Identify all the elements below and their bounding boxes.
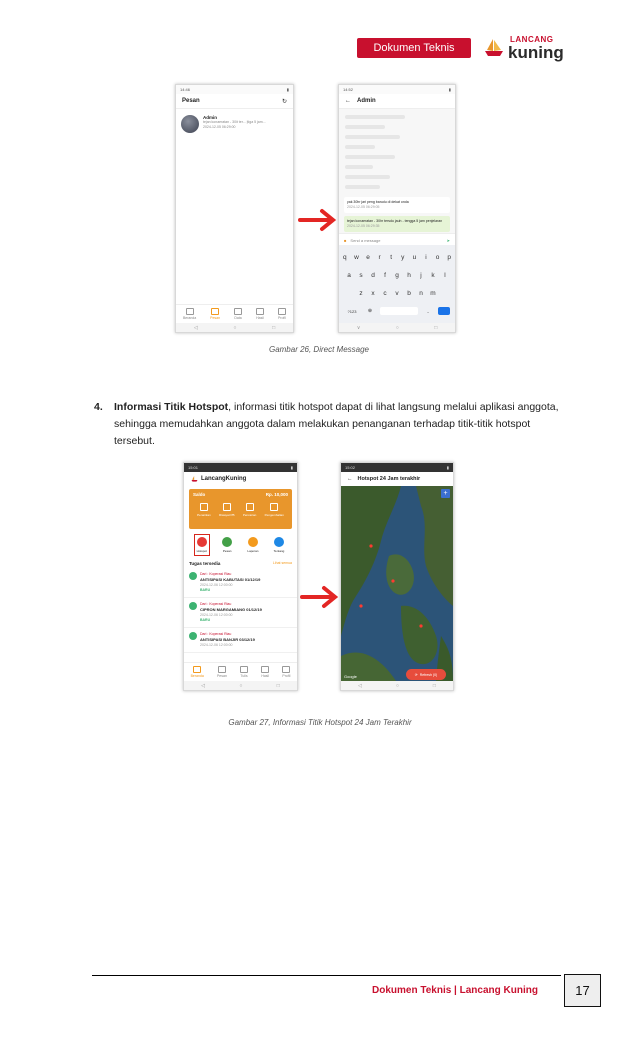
keyboard-row — [339, 251, 455, 263]
app-bar — [341, 472, 453, 486]
key[interactable]: d — [371, 271, 375, 279]
key-globe[interactable]: ⊕ — [367, 308, 373, 314]
task-icon — [189, 602, 197, 610]
system-nav-bar — [176, 323, 293, 332]
status-bar — [184, 463, 297, 472]
system-nav-bar — [184, 681, 297, 690]
key[interactable]: f — [384, 271, 386, 279]
tab-profil[interactable]: Profil — [282, 666, 290, 678]
map-brand: Google — [344, 674, 357, 679]
saldo-menu-riwayat[interactable]: Riwayat PB — [219, 503, 235, 517]
tasks-title: Tugas tersedia — [189, 561, 221, 566]
saldo-label: Saldo — [193, 492, 206, 497]
back-nav-icon[interactable]: ◁ — [193, 324, 198, 331]
bottom-tab-bar — [176, 304, 293, 323]
key[interactable]: w — [354, 253, 359, 261]
figure27-phone-dashboard — [183, 462, 298, 691]
recent-nav-icon[interactable]: □ — [272, 324, 276, 331]
key[interactable]: a — [347, 271, 351, 279]
key[interactable]: n — [419, 289, 423, 297]
task-item[interactable]: Dari : Koperasi Riau ANTISIPASI BANJIR 03/12/19 2024-12-06 12:00:00 — [184, 628, 297, 653]
user-icon — [278, 308, 286, 315]
keyboard-row — [339, 305, 455, 317]
history-icon — [223, 503, 231, 511]
refresh-label: Refresh (0) — [419, 672, 438, 677]
figure-caption: Gambar 26, Direct Message — [268, 345, 370, 354]
key[interactable]: h — [407, 271, 411, 279]
ship-icon — [482, 36, 506, 60]
key-period[interactable]: . — [427, 307, 429, 315]
chat-time: 2024-12-05 06:29:00 — [203, 125, 236, 129]
copy-icon — [246, 503, 254, 511]
home-nav-icon[interactable]: ○ — [395, 324, 399, 331]
key[interactable]: y — [401, 253, 405, 261]
tab-profil[interactable]: Profil — [278, 308, 286, 320]
avatar — [181, 115, 199, 133]
tab-beranda[interactable]: Beranda — [191, 666, 204, 678]
key[interactable]: c — [383, 289, 387, 297]
home-nav-icon[interactable]: ○ — [395, 682, 399, 689]
tab-data[interactable]: Data — [234, 308, 242, 320]
page-number: 17 — [564, 974, 601, 1007]
key[interactable]: g — [395, 271, 399, 279]
chat-preview: tejan konaeratan - 30it ter... |tiga 5 jam... — [203, 120, 266, 124]
status-bar — [339, 85, 455, 94]
satellite-map — [341, 486, 453, 681]
saldo-menu-pencairan[interactable]: Pencairan — [243, 503, 257, 517]
message-bubble-outgoing — [344, 216, 450, 232]
saldo-card — [189, 489, 292, 529]
list-number: 4. — [94, 401, 103, 413]
status-bar — [176, 85, 293, 94]
key-symbols[interactable]: ?123 — [347, 308, 357, 314]
key-space[interactable] — [380, 307, 418, 315]
document-icon — [270, 503, 278, 511]
message-time: 2024-12-05 06:29:35 — [347, 224, 380, 228]
task-item[interactable]: Dari : Koperasi Riau ANTISIPASI KABUTASI 01/12/19 2024-12-06 12:00:00 BARU — [184, 568, 297, 598]
footer-text: Dokumen Teknis | Lancang Kuning — [372, 985, 538, 996]
battery-icon: ▮ — [290, 465, 293, 470]
key[interactable]: k — [431, 271, 435, 279]
key[interactable]: p — [447, 253, 451, 261]
ship-icon — [190, 475, 199, 483]
book-icon — [234, 308, 242, 315]
arrow-right-icon — [298, 208, 338, 232]
figure-caption: Gambar 27, Informasi Titik Hotspot 24 Jam Terakhir — [228, 718, 412, 727]
figure26-phone-chat-detail — [338, 84, 456, 333]
footer-rule — [92, 975, 561, 976]
info-icon — [274, 537, 284, 547]
logo-top-text: LANCANG — [510, 35, 554, 44]
chat-name: Admin — [203, 115, 217, 120]
recent-nav-icon[interactable]: □ — [276, 682, 280, 689]
tab-beranda[interactable]: Beranda — [183, 308, 196, 320]
tab-hasil[interactable]: Hasil — [256, 308, 264, 320]
refresh-icon: ⟳ — [414, 672, 418, 677]
battery-icon: ▮ — [448, 87, 451, 92]
home-icon — [193, 666, 201, 673]
lancang-kuning-logo — [482, 32, 562, 66]
chat-icon — [218, 666, 226, 673]
key[interactable]: q — [343, 253, 347, 261]
tab-pesan[interactable]: Pesan — [210, 308, 220, 320]
blurred-history — [339, 115, 455, 189]
status-time: 15:01 — [188, 465, 199, 470]
fire-icon — [197, 537, 207, 547]
back-nav-icon[interactable]: ◁ — [358, 682, 362, 689]
zoom-in-button[interactable]: + — [441, 489, 450, 498]
system-nav-bar — [339, 323, 455, 332]
message-text: yak 30hr jari peng barudu di dekat onda — [347, 200, 409, 204]
menu-laporan[interactable]: Laporan — [245, 535, 260, 555]
menu-hotspot[interactable]: Hotspot — [195, 535, 209, 555]
task-item[interactable]: Dari : Koperasi Riau CIPRON MARGAMIANG 01/12/19 2024-12-06 12:00:00 BARU — [184, 598, 297, 628]
home-icon — [186, 308, 194, 315]
list-item-4 — [94, 399, 564, 450]
tab-hasil[interactable]: Hasil — [261, 666, 269, 678]
chat-list-item[interactable] — [176, 109, 293, 139]
key[interactable]: o — [435, 253, 440, 261]
hotspot-map[interactable] — [341, 486, 453, 681]
app-name: LancangKuning — [201, 476, 247, 482]
refresh-button[interactable] — [406, 669, 446, 680]
chat-icon — [211, 308, 219, 315]
saldo-menu-penarikan[interactable]: Penarikan — [197, 503, 211, 517]
key[interactable]: v — [395, 289, 399, 297]
figure27-phone-hotspot-map — [340, 462, 454, 691]
battery-icon: ▮ — [446, 465, 449, 470]
saldo-menu — [193, 503, 288, 517]
see-all-link[interactable]: Lihat semua — [272, 561, 292, 565]
recent-nav-icon[interactable]: □ — [432, 682, 436, 689]
key[interactable]: i — [425, 253, 427, 261]
user-icon — [282, 666, 290, 673]
key[interactable]: j — [420, 271, 422, 279]
tab-tulis[interactable]: Tulis — [240, 666, 248, 678]
refresh-icon[interactable]: ↻ — [281, 98, 287, 105]
status-bar — [341, 463, 453, 472]
logo-bottom-text: kuning — [508, 43, 564, 62]
main-menu — [189, 535, 292, 555]
bell-icon — [261, 666, 269, 673]
saldo-value: Rp. 10,000 — [265, 492, 288, 497]
task-icon — [189, 572, 197, 580]
message-bubble-incoming — [344, 197, 450, 213]
section-text: , informasi titik hotspot dapat di lihat langsung melalui aplikasi anggota, sehingga memudahkan anggota dalam melakukan penanganan terhadap titik-titik hotspot tersebut. — [114, 401, 559, 447]
keyboard-row — [339, 287, 455, 299]
tab-pesan[interactable]: Pesan — [217, 666, 227, 678]
back-nav-icon[interactable]: ◁ — [201, 682, 206, 689]
key[interactable]: z — [359, 289, 363, 297]
page-title: Admin — [357, 98, 376, 104]
figure26-phone-chat-list — [175, 84, 294, 333]
tasks-header — [189, 561, 292, 566]
app-bar — [176, 94, 293, 109]
key[interactable]: u — [412, 253, 417, 261]
home-nav-icon[interactable]: ○ — [233, 324, 237, 331]
key[interactable]: m — [430, 289, 436, 297]
recent-nav-icon[interactable]: □ — [434, 324, 438, 331]
keyboard-hide-icon[interactable]: ∨ — [356, 324, 361, 331]
key[interactable]: x — [371, 289, 375, 297]
message-input[interactable]: Send a message — [350, 237, 381, 243]
key[interactable]: l — [444, 271, 446, 279]
section-heading: Informasi Titik Hotspot — [114, 401, 229, 413]
book-icon — [240, 666, 248, 673]
saldo-menu-pengembalian[interactable]: Pengembalian — [265, 503, 284, 517]
on-screen-keyboard — [339, 245, 455, 330]
bell-icon — [256, 308, 264, 315]
bottom-tab-bar — [184, 662, 297, 681]
home-nav-icon[interactable]: ○ — [239, 682, 243, 689]
system-nav-bar — [341, 681, 453, 690]
send-icon[interactable]: ➤ — [446, 237, 450, 243]
key[interactable]: b — [407, 289, 411, 297]
battery-icon: ▮ — [286, 87, 289, 92]
menu-pesan[interactable]: Pesan — [220, 535, 234, 555]
wallet-icon — [200, 503, 208, 511]
key[interactable]: s — [359, 271, 363, 279]
key-enter[interactable] — [438, 307, 450, 315]
header-badge: Dokumen Teknis — [357, 38, 471, 58]
message-text: tejan konaeratan - 30hr tersdu jauh - tengga 5 jam penjelaran — [347, 219, 443, 223]
status-time: 14:46 — [180, 87, 191, 92]
app-header — [184, 472, 297, 486]
report-icon — [248, 537, 258, 547]
keyboard-row — [339, 269, 455, 281]
key[interactable]: e — [366, 253, 370, 261]
page-title: Pesan — [182, 98, 200, 104]
status-time: 15:02 — [345, 465, 356, 470]
chat-icon — [222, 537, 232, 547]
back-arrow-icon[interactable]: ← — [347, 476, 353, 482]
page-title: Hotspot 24 Jam terakhir — [357, 476, 421, 482]
task-icon — [189, 632, 197, 640]
arrow-right-icon — [300, 585, 340, 609]
message-time: 2024-12-05 06:29:05 — [347, 205, 380, 209]
camera-icon[interactable]: ■ — [344, 237, 347, 243]
key[interactable]: r — [378, 253, 381, 261]
key[interactable]: t — [390, 253, 393, 261]
status-time: 14:52 — [343, 87, 354, 92]
back-arrow-icon[interactable]: ← — [345, 98, 351, 104]
app-bar — [339, 94, 455, 109]
menu-tentang[interactable]: Tentang — [272, 535, 287, 555]
